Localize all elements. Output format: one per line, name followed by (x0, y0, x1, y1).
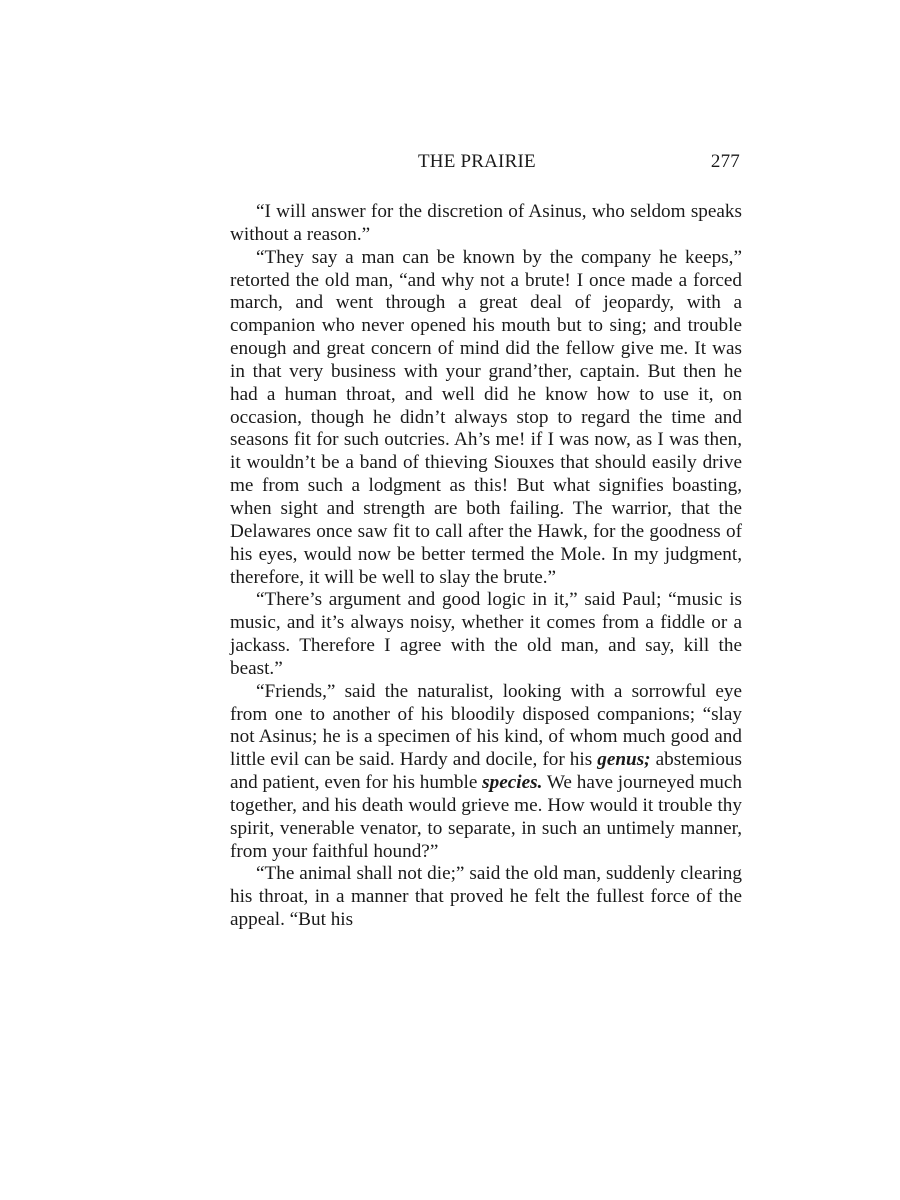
paragraph-old-man-retort: “They say a man can be known by the company he keeps,” retorted the old man, “and why not a brute! I once made a forced march, and went through a great deal of jeopardy, with a companion who never opened his mouth but to sing; and trouble enough and great concern of mind did the fellow give me. It was in that very business with your grand’ther, captain. But then he had a human throat, and well did he know how to use it, on occasion, though he didn’t always stop to regard the time and seasons fit for such outcries. Ah’s me! if I was now, as I was then, it wouldn’t be a band of thieving Siouxes that should easily drive me from such a lodgment as this! But what signifies boasting, when sight and strength are both failing. The warrior, that the Delawares once saw fit to call after the Hawk, for the goodness of his eyes, would now be better termed the Mole. In my judgment, therefore, it will be well to slay the brute.” (230, 246, 742, 588)
paragraph-paul-argument: “There’s argument and good logic in it,” said Paul; “music is music, and it’s always noisy, whether it comes from a fiddle or a jackass. Therefore I agree with the old man, and say, kill the beast.” (230, 589, 742, 679)
paragraph-asinus-discretion: “I will answer for the discretion of Asinus, who seldom speaks without a reason.” (230, 201, 742, 245)
page-number: 277 (710, 151, 740, 172)
italic-species: species. (482, 772, 543, 794)
plea-text-part-1: “Friends,” said the naturalist, looking with a sorrowful eye from one to another of his bloodily disposed companions; “slay not Asinus; he is a specimen of his kind, of whom much good and little evil can be said. Hardy and docile, for his (230, 680, 742, 771)
plea-text-part-3: We have journeyed much together, and his death would grieve me. How would it trouble thy spirit, venerable venator, to separate, in such an untimely manner, from your faithful hound?” (230, 772, 742, 862)
body-text (230, 201, 742, 932)
running-title: THE PRAIRIE (418, 151, 536, 172)
paragraph-naturalist-plea (230, 681, 742, 864)
plea-text-part-2: abstemious and patient, even for his humble (230, 749, 742, 794)
paragraph-animal-shall-not-die: “The animal shall not die;” said the old man, suddenly clearing his throat, in a manner that proved he felt the fullest force of the appeal. “But his (230, 863, 742, 931)
italic-genus: genus; (597, 749, 651, 771)
running-head (232, 150, 740, 174)
